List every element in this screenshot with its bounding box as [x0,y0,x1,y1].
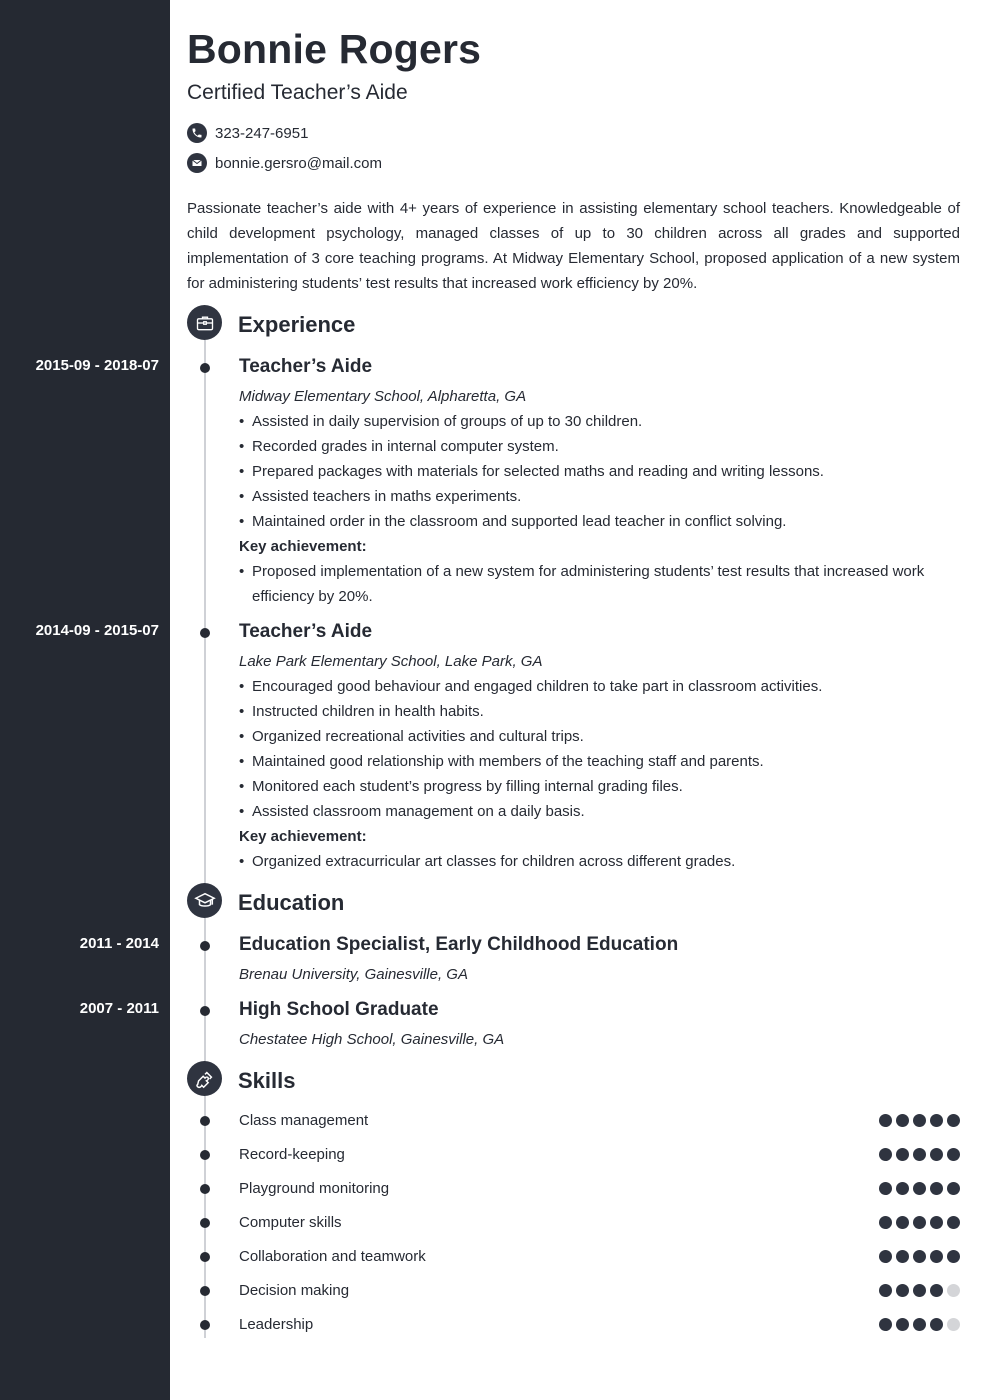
skill-rating [879,1182,960,1195]
job-dates: 2014-09 - 2015-07 [35,622,159,639]
rating-dot-filled [896,1182,909,1195]
list-item: • Encouraged good behaviour and engaged children to take part in classroom activities. [239,674,939,699]
rating-dot-filled [913,1148,926,1161]
timeline-dot [200,941,210,951]
school-name: Brenau University, Gainesville, GA [239,966,468,983]
rating-dot-filled [930,1148,943,1161]
rating-dot-filled [879,1114,892,1127]
experience-heading: Experience [238,312,356,337]
rating-dot-filled [930,1284,943,1297]
skill-rating [879,1284,960,1297]
timeline-dot [200,1218,210,1228]
job-achievements [239,559,939,609]
rating-dot-filled [879,1216,892,1229]
list-item: • Maintained good relationship with members of the teaching staff and parents. [239,749,939,774]
rating-dot-filled [947,1148,960,1161]
phone-number: 323-247-6951 [215,124,309,142]
rating-dot-filled [913,1216,926,1229]
list-item: • Organized extracurricular art classes for children across different grades. [239,849,939,874]
list-item: • Maintained order in the classroom and supported lead teacher in conflict solving. [239,509,939,534]
rating-dot-filled [947,1114,960,1127]
school-name: Chestatee High School, Gainesville, GA [239,1031,505,1048]
phone-icon [187,123,207,143]
phone-contact[interactable] [187,123,308,143]
timeline-dot [200,1286,210,1296]
job-duties [239,409,939,534]
graduation-cap-icon [187,883,222,918]
rating-dot-filled [913,1182,926,1195]
rating-dot-filled [913,1114,926,1127]
job-duties [239,674,939,824]
skill-rating [879,1250,960,1263]
email-address: bonnie.gersro@mail.com [215,154,382,172]
skill-name: Playground monitoring [239,1180,390,1197]
sidebar [0,0,170,1400]
rating-dot-filled [896,1318,909,1331]
rating-dot-filled [947,1250,960,1263]
list-item: • Prepared packages with materials for selected maths and reading and writing lessons. [239,459,939,484]
rating-dot-filled [879,1284,892,1297]
job-achievements [239,849,939,874]
puzzle-icon [187,1061,222,1096]
timeline-dot [200,1006,210,1016]
timeline-dot [200,363,210,373]
job-title: Teacher’s Aide [239,356,373,377]
rating-dot-filled [930,1250,943,1263]
rating-dot-filled [930,1182,943,1195]
rating-dot-filled [947,1216,960,1229]
skill-rating [879,1216,960,1229]
email-contact[interactable] [187,153,382,173]
rating-dot-filled [913,1318,926,1331]
rating-dot-filled [896,1250,909,1263]
list-item: • Assisted in daily supervision of groups of up to 30 children. [239,409,939,434]
rating-dot-filled [930,1216,943,1229]
education-timeline [204,918,206,1063]
timeline-dot [200,1150,210,1160]
education-dates: 2011 - 2014 [79,935,159,952]
timeline-dot [200,1252,210,1262]
education-dates: 2007 - 2011 [79,1000,159,1017]
timeline-dot [200,628,210,638]
skill-name: Collaboration and teamwork [239,1248,426,1265]
job-title: Teacher’s Aide [239,621,373,642]
timeline-dot [200,1116,210,1126]
candidate-title: Certified Teacher’s Aide [187,81,408,104]
rating-dot-filled [930,1114,943,1127]
list-item: • Assisted teachers in maths experiments. [239,484,939,509]
key-achievement-label: Key achievement: [239,828,367,845]
rating-dot-filled [913,1250,926,1263]
mail-icon [187,153,207,173]
list-item: • Recorded grades in internal computer system. [239,434,939,459]
skill-name: Record-keeping [239,1146,345,1163]
skills-heading: Skills [238,1068,296,1093]
education-heading: Education [238,890,345,915]
skill-name: Class management [239,1112,369,1129]
timeline-dot [200,1184,210,1194]
rating-dot-filled [896,1148,909,1161]
degree-title: Education Specialist, Early Childhood Education [239,934,679,955]
experience-timeline [204,340,206,885]
rating-dot-filled [896,1114,909,1127]
list-item: • Assisted classroom management on a daily basis. [239,799,939,824]
job-company: Midway Elementary School, Alpharetta, GA [239,388,527,405]
skill-name: Computer skills [239,1214,342,1231]
job-dates: 2015-09 - 2018-07 [35,357,159,374]
rating-dot-filled [879,1182,892,1195]
list-item: • Instructed children in health habits. [239,699,939,724]
profile-summary: Passionate teacher’s aide with 4+ years of experience in assisting elementary school teachers. Knowledgeable of child development psychology, managed classes of up to 30 children across all grades and supported implementation of 3 core teaching programs. At Midway Elementary School, proposed application of a new system for administering students’ test results that increased work efficiency by 20%. [187,200,960,292]
skills-timeline [204,1096,206,1338]
rating-dot-filled [879,1318,892,1331]
rating-dot-filled [879,1250,892,1263]
rating-dot-filled [896,1284,909,1297]
rating-dot-empty [947,1284,960,1297]
candidate-name: Bonnie Rogers [187,26,482,72]
rating-dot-filled [913,1284,926,1297]
key-achievement-label: Key achievement: [239,538,367,555]
skill-rating [879,1318,960,1331]
timeline-dot [200,1320,210,1330]
skill-rating [879,1114,960,1127]
list-item: • Proposed implementation of a new system for administering students’ test results that increased work efficiency by 20%. [239,559,939,609]
rating-dot-filled [947,1182,960,1195]
list-item: • Monitored each student’s progress by filling internal grading files. [239,774,939,799]
briefcase-icon [187,305,222,340]
rating-dot-filled [896,1216,909,1229]
degree-title: High School Graduate [239,999,439,1020]
skill-name: Leadership [239,1316,314,1333]
skill-name: Decision making [239,1282,350,1299]
list-item: • Organized recreational activities and cultural trips. [239,724,939,749]
skill-rating [879,1148,960,1161]
job-company: Lake Park Elementary School, Lake Park, GA [239,653,543,670]
rating-dot-empty [947,1318,960,1331]
rating-dot-filled [879,1148,892,1161]
rating-dot-filled [930,1318,943,1331]
